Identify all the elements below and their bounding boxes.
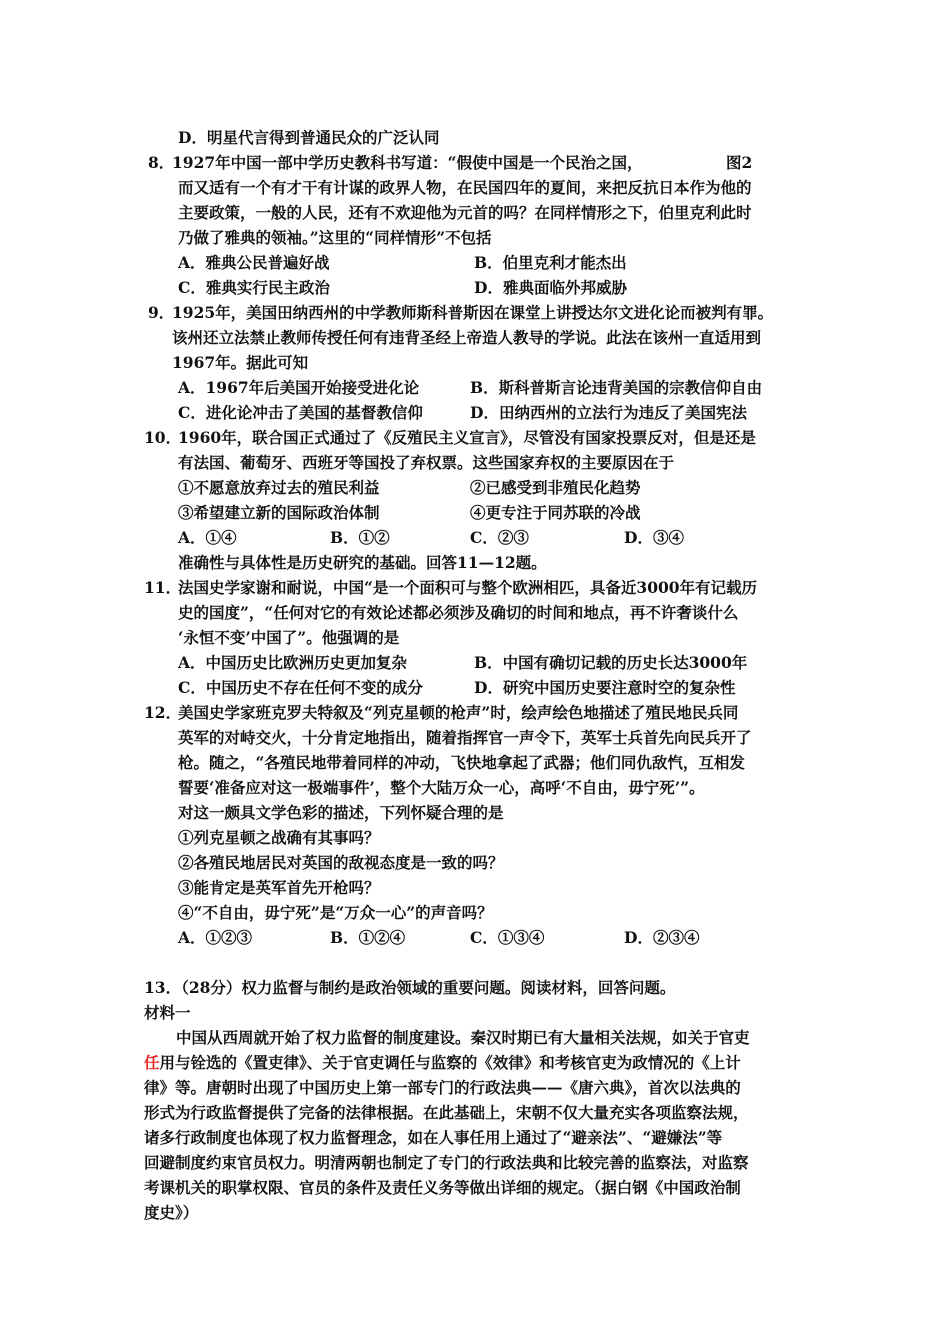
q10-item-2: ②已感受到非殖民化趋势	[470, 478, 641, 497]
q11-option-b: B．中国有确切记载的历史长达3000年	[474, 653, 748, 672]
q8-stem-line-1: 1927年中国一部中学历史教科书写道：“假使中国是一个民治之国，	[172, 153, 643, 172]
q7-option-d: D．明星代言得到普通民众的广泛认同	[178, 128, 440, 147]
q9-option-c: C．进化论冲击了美国的基督教信仰	[178, 403, 423, 422]
q12-option-a: A．①②③	[178, 928, 253, 947]
q11-stem-line-2: 史的国度”，“任何对它的有效论述都必须涉及确切的时间和地点，再不许奢谈什么	[178, 603, 739, 622]
q8-stem-line-4: 乃做了雅典的领袖。”这里的“同样情形”不包括	[178, 228, 492, 247]
questions-11-12-intro: 准确性与具体性是历史研究的基础。回答11—12题。	[178, 553, 547, 572]
q9-stem-line-3: 1967年。据此可知	[172, 353, 309, 372]
q10-item-3: ③希望建立新的国际政治体制	[178, 503, 380, 522]
q10-stem-line-2: 有法国、葡萄牙、西班牙等国投了弃权票。这些国家弃权的主要原因在于	[178, 453, 675, 472]
q12-item-4: ④“不自由，毋宁死”是“万众一心”的声音吗？	[178, 903, 493, 922]
q10-item-1: ①不愿意放弃过去的殖民利益	[178, 478, 380, 497]
q8-stem-line-2: 而又适有一个有才干有计谋的政界人物，在民国四年的夏间，来把反抗日本作为他的	[178, 178, 752, 197]
q10-option-b: B．①②	[330, 528, 390, 547]
q8-option-d: D．雅典面临外邦威胁	[474, 278, 627, 297]
q9-stem-line-1: 1925年，美国田纳西州的中学教师斯科普斯因在课堂上讲授达尔文进化论而被判有罪。	[172, 303, 774, 322]
q10-option-d: D．③④	[624, 528, 684, 547]
material-paragraph-line-4: 形式为行政监督提供了完备的法律根据。在此基础上，宋朝不仅大量充实各项监察法规，	[144, 1103, 749, 1122]
q11-option-c: C．中国历史不存在任何不变的成分	[178, 678, 423, 697]
material-paragraph-line-1: 中国从西周就开始了权力监督的制度建设。秦汉时期已有大量相关法规，如关于官吏	[176, 1028, 750, 1047]
q12-option-b: B．①②④	[330, 928, 406, 947]
q12-stem-line-5: 对这一颇具文学色彩的描述，下列怀疑合理的是	[178, 803, 504, 822]
q13-header: 13．（28分）权力监督与制约是政治领域的重要问题。阅读材料，回答问题。	[144, 978, 676, 997]
q9-option-d: D．田纳西州的立法行为违反了美国宪法	[470, 403, 747, 422]
material-paragraph-line-2-text: 用与铨选的《置吏律》、关于官吏调任与监察的《效律》和考核官吏为政情况的《上计	[159, 1053, 741, 1072]
material-paragraph-line-5: 诸多行政制度也体现了权力监督理念，如在人事任用上通过了“避亲法”、“避嫌法”等	[144, 1128, 723, 1147]
q10-option-a: A．①④	[178, 528, 237, 547]
q8-option-c: C．雅典实行民主政治	[178, 278, 330, 297]
material-paragraph-line-8: 度史》）	[144, 1203, 199, 1222]
q10-option-c: C．②③	[470, 528, 529, 547]
q11-stem-line-3: ‘永恒不变’中国了”。他强调的是	[178, 628, 400, 647]
q12-stem-line-3: 枪。随之，“各殖民地带着同样的冲动，飞快地拿起了武器；他们同仇敌忾，互相发	[178, 753, 745, 772]
q9-option-b: B．斯科普斯言论违背美国的宗教信仰自由	[470, 378, 763, 397]
material-paragraph-line-7: 考课机关的职掌权限、官员的条件及责任义务等做出详细的规定。（据白钢《中国政治制	[144, 1178, 741, 1197]
q10-number: 10．	[144, 428, 182, 447]
q12-item-3: ③能肯定是英军首先开枪吗？	[178, 878, 380, 897]
q8-number: 8．	[148, 153, 175, 172]
highlighted-character: 任	[144, 1053, 160, 1072]
q9-number: 9．	[148, 303, 175, 322]
q12-option-d: D．②③④	[624, 928, 700, 947]
q12-number: 12．	[144, 703, 182, 722]
q11-option-a: A．中国历史比欧洲历史更加复杂	[178, 653, 408, 672]
q12-item-1: ①列克星顿之战确有其事吗？	[178, 828, 380, 847]
q12-option-c: C．①③④	[470, 928, 545, 947]
q9-option-a: A．1967年后美国开始接受进化论	[178, 378, 420, 397]
material-paragraph-line-2	[144, 1053, 741, 1073]
q8-option-a: A．雅典公民普遍好战	[178, 253, 330, 272]
q11-number: 11．	[144, 578, 182, 597]
q11-option-d: D．研究中国历史要注意时空的复杂性	[474, 678, 736, 697]
q12-stem-line-4: 誓要‘准备应对这一极端事件’，整个大陆万众一心，高呼‘不自由，毋宁死’”。	[178, 778, 705, 797]
q8-option-b: B．伯里克利才能杰出	[474, 253, 627, 272]
q8-stem-line-3: 主要政策，一般的人民，还有不欢迎他为元首的吗？在同样情形之下，伯里克利此时	[178, 203, 752, 222]
q12-item-2: ②各殖民地居民对英国的敌视态度是一致的吗？	[178, 853, 504, 872]
q9-stem-line-2: 该州还立法禁止教师传授任何有违背圣经上帝造人教导的学说。此法在该州一直适用到	[172, 328, 762, 347]
q11-stem-line-1: 法国史学家谢和耐说，中国“是一个面积可与整个欧洲相匹，具备近3000年有记载历	[178, 578, 758, 597]
figure-label: 图2	[726, 153, 753, 172]
material-paragraph-line-6: 回避制度约束官员权力。明清两朝也制定了专门的行政法典和比较完善的监察法，对监察	[144, 1153, 749, 1172]
q10-item-4: ④更专注于同苏联的冷战	[470, 503, 641, 522]
material-label: 材料一	[144, 1003, 191, 1022]
q12-stem-line-2: 英军的对峙交火，十分肯定地指出，随着指挥官一声令下，英军士兵首先向民兵开了	[178, 728, 752, 747]
material-paragraph-line-3: 律》等。唐朝时出现了中国历史上第一部专门的行政法典——《唐六典》，首次以法典的	[144, 1078, 741, 1097]
q10-stem-line-1: 1960年，联合国正式通过了《反殖民主义宣言》，尽管没有国家投票反对，但是还是	[178, 428, 756, 447]
q12-stem-line-1: 美国史学家班克罗夫特叙及“列克星顿的枪声”时，绘声绘色地描述了殖民地民兵同	[178, 703, 739, 722]
